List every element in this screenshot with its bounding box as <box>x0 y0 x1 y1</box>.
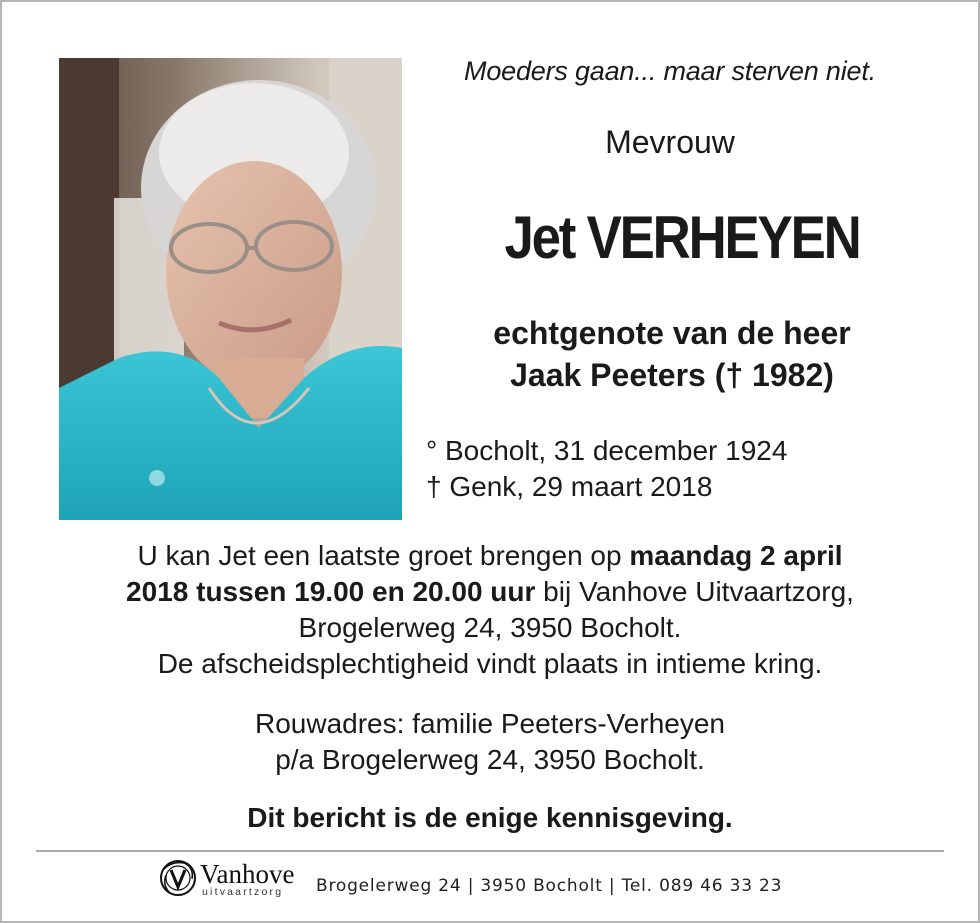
spouse-line-1: echtgenote van de heer <box>493 315 851 351</box>
visitation-date: maandag 2 april <box>629 540 843 571</box>
logo-subtitle: uitvaartzorg <box>202 886 284 898</box>
motto: Moeders gaan... maar sterven niet. <box>464 56 876 86</box>
deceased-name: Jet VERHEYEN <box>504 204 860 271</box>
mourning-line-1: Rouwadres: familie Peeters-Verheyen <box>254 708 725 739</box>
life-dates <box>426 433 787 505</box>
death-date: † Genk, 29 maart 2018 <box>426 471 713 502</box>
spouse-line-2: Jaak Peeters († 1982) <box>510 357 834 393</box>
funeral-home-logo <box>158 857 303 902</box>
portrait-photo <box>59 58 402 520</box>
visitation-address: Brogelerweg 24, 3950 Bocholt. <box>298 612 682 643</box>
mourning-address <box>0 706 980 778</box>
honorific: Mevrouw <box>605 124 735 160</box>
visitation-time: 2018 tussen 19.00 en 20.00 uur <box>126 576 536 607</box>
mourning-line-2: p/a Brogelerweg 24, 3950 Bocholt. <box>275 744 705 775</box>
ceremony-note: De afscheidsplechtigheid vindt plaats in intieme kring. <box>157 648 823 679</box>
visitation-text-1: U kan Jet een laatste groet brengen op <box>137 540 630 571</box>
divider <box>36 850 944 852</box>
spouse-info <box>412 312 932 396</box>
vanhove-logo-icon <box>158 857 198 899</box>
visitation-paragraph <box>0 538 980 682</box>
footer-address: Brogelerweg 24 | 3950 Bocholt | Tel. 089 46 33 23 <box>316 876 783 896</box>
birth-date: ° Bocholt, 31 december 1924 <box>426 435 788 466</box>
logo-name: Vanhove <box>200 859 295 889</box>
closing-statement: Dit bericht is de enige kennisgeving. <box>247 802 733 833</box>
visitation-text-2: bij Vanhove Uitvaartzorg, <box>535 576 854 607</box>
